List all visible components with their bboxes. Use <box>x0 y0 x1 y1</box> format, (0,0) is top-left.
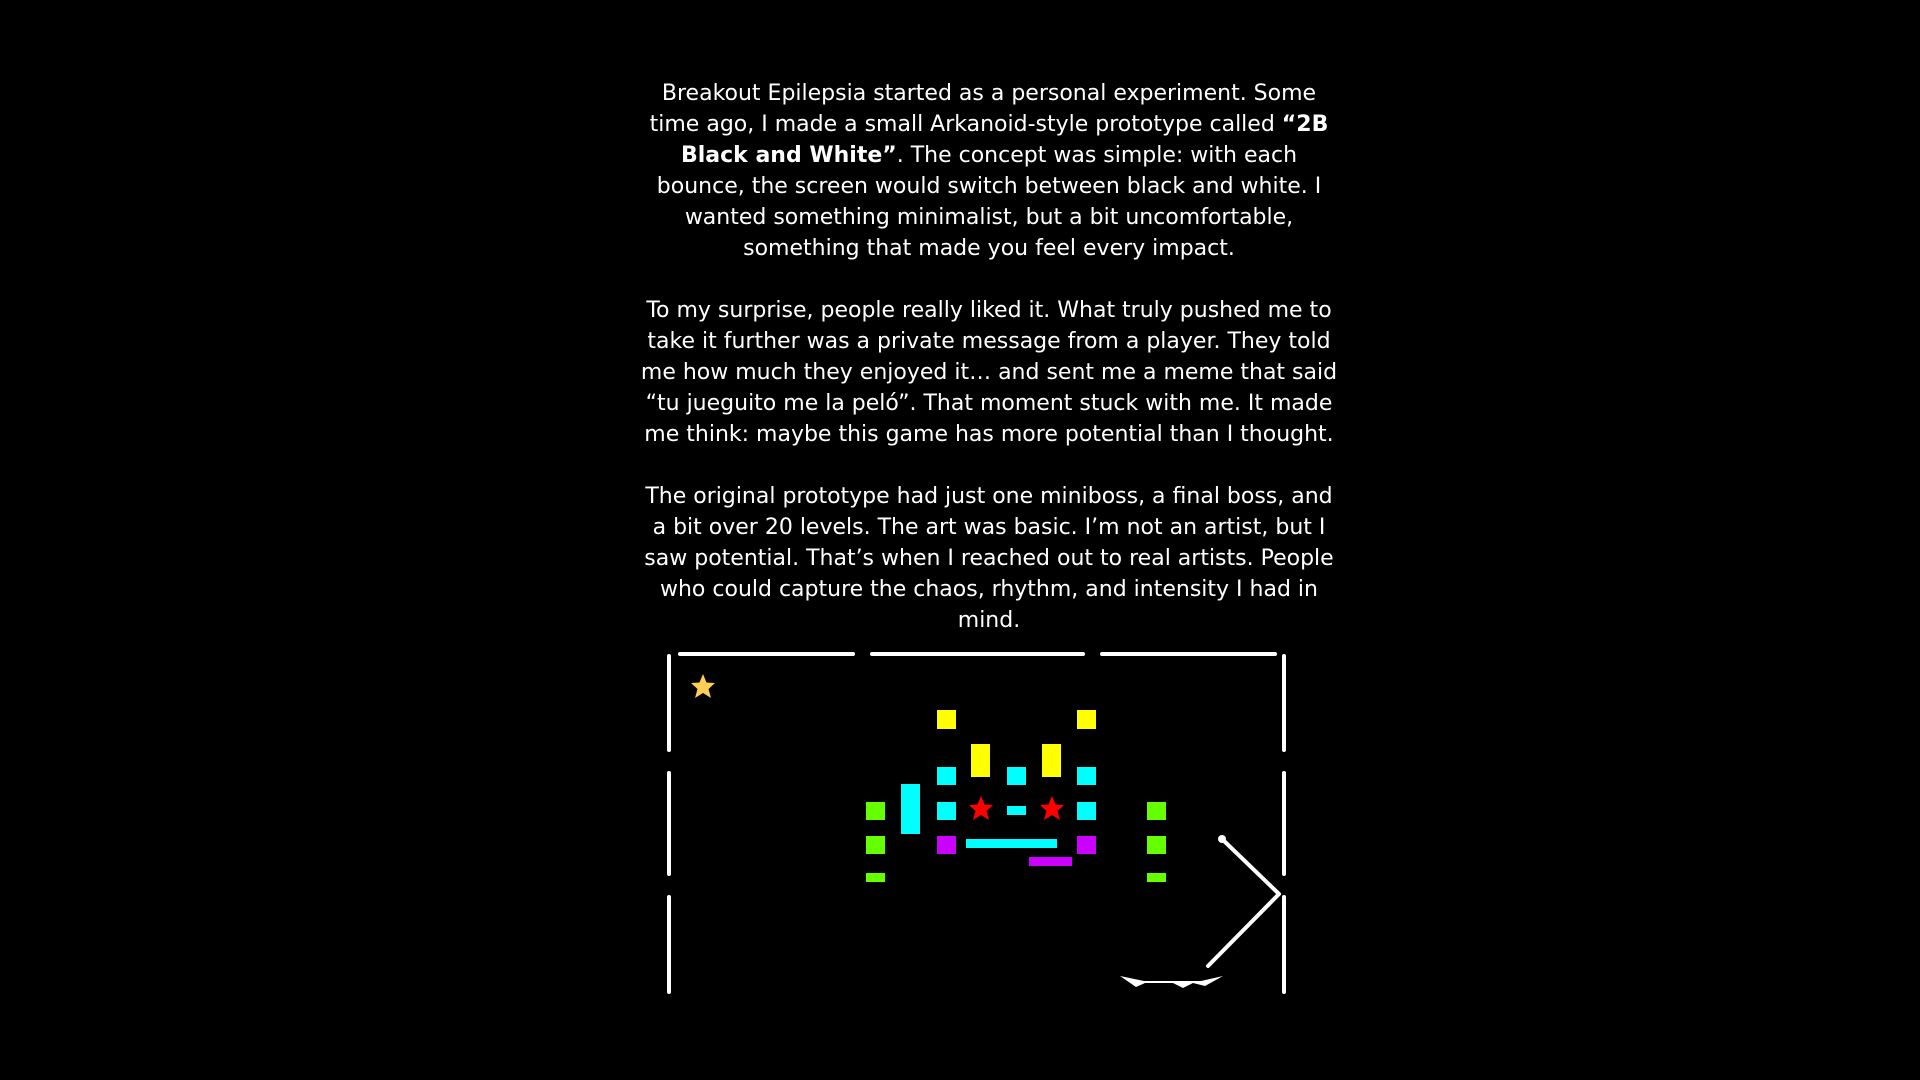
brick <box>971 744 990 777</box>
brick <box>1147 802 1166 820</box>
brick <box>1077 710 1096 729</box>
brick <box>901 784 920 834</box>
red-star-icon <box>969 796 993 820</box>
brick <box>1077 836 1096 854</box>
brick <box>937 836 956 854</box>
arena-walls <box>669 654 1284 992</box>
paragraph-2: To my surprise, people really liked it. What truly pushed me to take it further was a private message from a player. They told me how much they enjoyed it… and sent me a meme that said “tu jueguito me la peló”. That moment stuck with me. It made me think: maybe this game has more potential than I thought. <box>640 298 1338 447</box>
paragraph-1 <box>636 78 1342 264</box>
brick <box>1042 744 1061 777</box>
brick <box>1147 873 1166 882</box>
yellow-bricks <box>937 710 1096 777</box>
brick <box>1147 836 1166 854</box>
brick <box>866 836 885 854</box>
brick <box>1077 767 1096 785</box>
brick <box>1007 806 1026 815</box>
paragraph-3: The original prototype had just one miniboss, a final boss, and a bit over 20 levels. The art was basic. I’m not an artist, but I saw potential. That’s when I reached out to real artists. People who could capture the chaos, rhythm, and intensity I had in mind. <box>644 484 1334 633</box>
prototype-name: “2B Black and White” <box>680 112 1329 168</box>
gold-star-icon <box>691 674 715 698</box>
brick <box>937 767 956 785</box>
paragraph-1-intro: Breakout Epilepsia started as a personal experiment. Some time ago, I made a small Arkanoid-style prototype called <box>649 81 1317 137</box>
article-text <box>636 78 1342 667</box>
brick <box>937 710 956 729</box>
paragraph-1-rest: . The concept was simple: with each bounce, the screen would switch between black and white. I wanted something minimalist, but a bit uncomfortable, something that made you feel every impact. <box>656 143 1322 261</box>
brick <box>966 839 1057 848</box>
brick <box>866 873 885 882</box>
game-preview <box>660 646 1292 996</box>
brick <box>937 802 956 820</box>
brick <box>1007 767 1026 785</box>
cyan-bricks <box>901 767 1096 848</box>
brick <box>1029 857 1072 866</box>
ball-trail <box>1208 839 1279 966</box>
paddle <box>1120 976 1223 988</box>
brick <box>866 802 885 820</box>
red-star-icon <box>1040 796 1064 820</box>
brick <box>1077 802 1096 820</box>
